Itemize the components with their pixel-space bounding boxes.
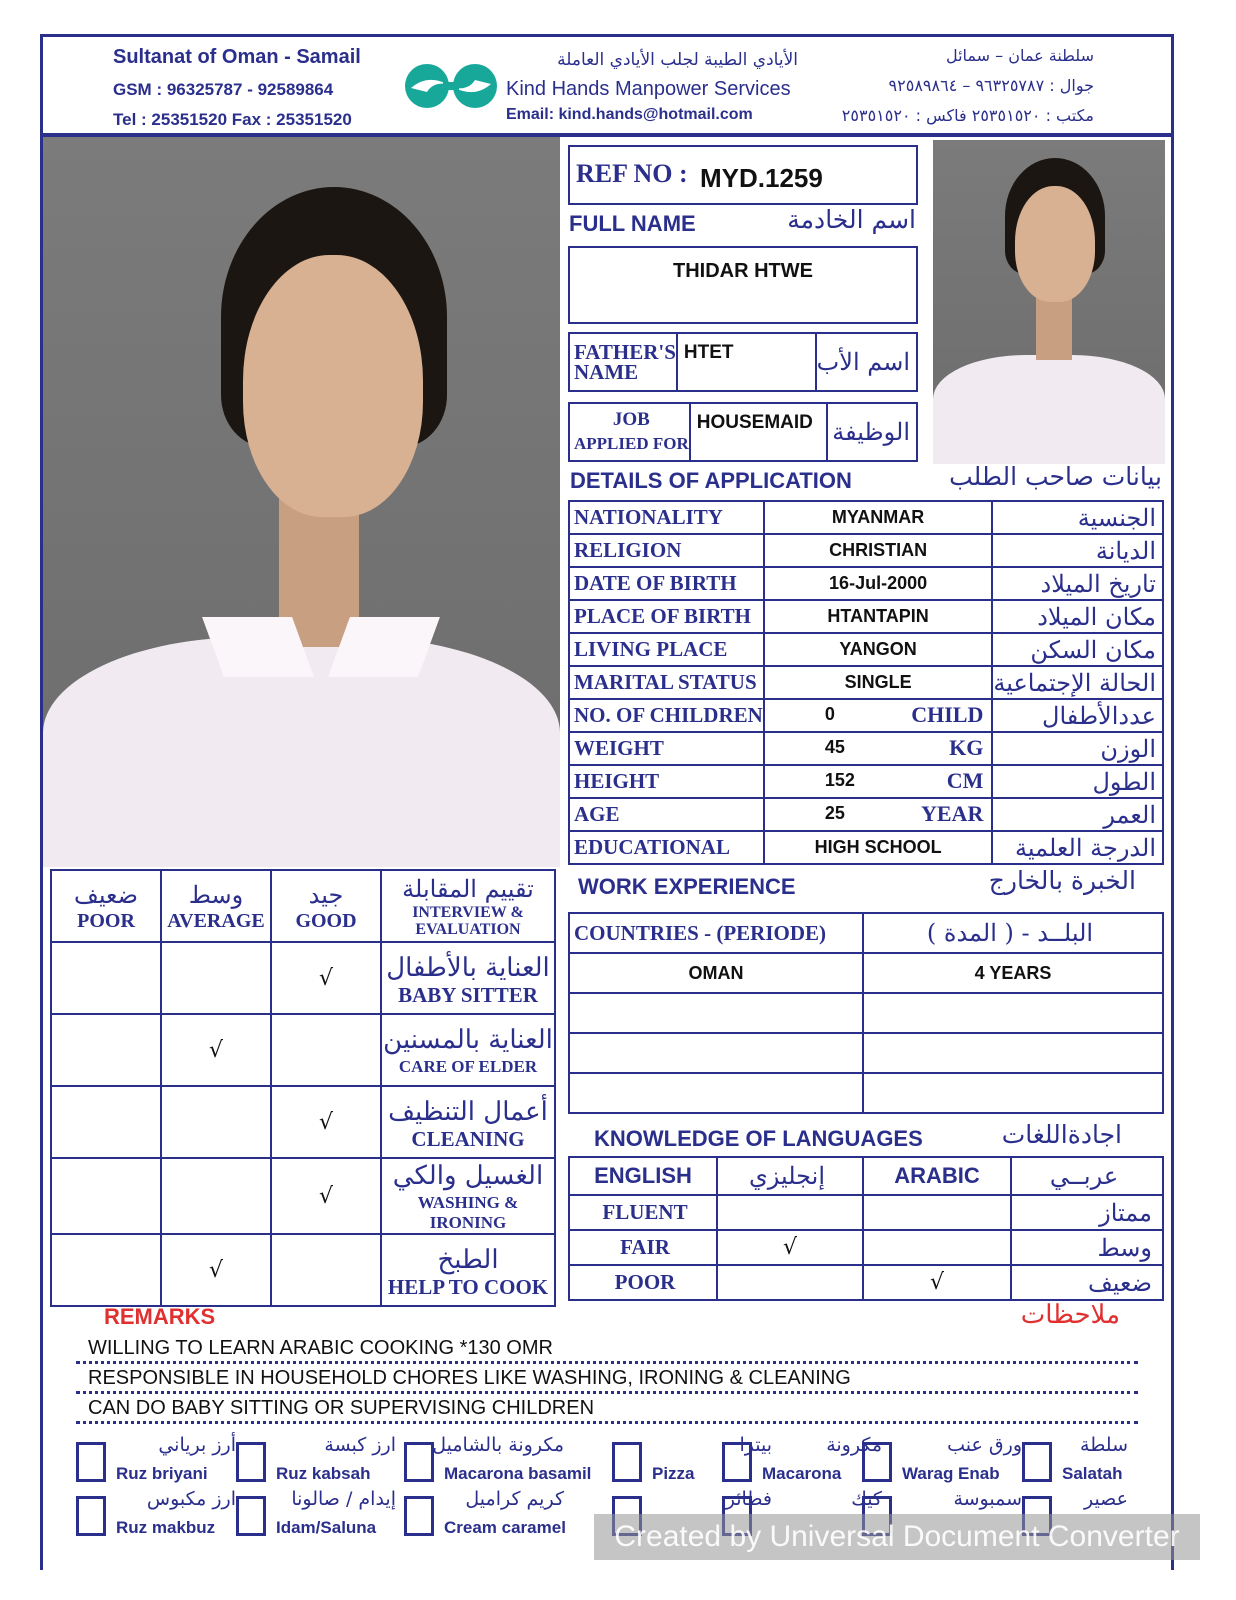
check-mark: √: [318, 965, 334, 991]
eval-skill-cell: [381, 1158, 555, 1234]
eval-skill-arabic: الطبخ: [437, 1245, 499, 1275]
details-label: WEIGHT: [569, 732, 764, 765]
details-label: EDUCATIONAL: [569, 831, 764, 864]
eval-skill-label: WASHING & IRONING: [417, 1193, 519, 1232]
father-name-table: [568, 332, 918, 392]
languages-title-arabic: اجادةاللغات: [1001, 1120, 1122, 1149]
work-experience-title-arabic: الخبرة بالخارج: [988, 866, 1136, 895]
father-name-label: FATHER'S NAME: [569, 333, 677, 391]
check-mark: √: [318, 1183, 334, 1209]
details-row: [569, 666, 1163, 699]
food-name-arabic: ارز مكبوس: [146, 1488, 236, 1510]
work-row: [569, 1073, 1163, 1113]
job-table: [568, 402, 918, 462]
details-value: HTANTAPIN: [827, 606, 929, 626]
details-label-arabic: عددالأطفال: [992, 699, 1163, 732]
full-name-box: [568, 246, 918, 324]
details-label-arabic: العمر: [992, 798, 1163, 831]
eval-row: [51, 1086, 555, 1158]
remarks-line-3: CAN DO BABY SITTING OR SUPERVISING CHILDREN: [76, 1394, 1138, 1424]
header-location: Sultanat of Oman - Samail: [113, 46, 361, 68]
details-title: DETAILS OF APPLICATION: [570, 468, 852, 493]
details-row: [569, 732, 1163, 765]
food-name-arabic: سمبوسة: [953, 1488, 1022, 1510]
lang-row: [569, 1230, 1163, 1265]
work-period: [863, 1073, 1163, 1113]
food-name: Ruz makbuz: [116, 1518, 216, 1537]
eval-skill-label: BABY SITTER: [398, 983, 538, 1007]
details-value: CHRISTIAN: [829, 540, 928, 560]
details-value-cell: [764, 501, 993, 534]
father-name-label-arabic: اسم الأب: [816, 333, 917, 391]
header-gsm: GSM : 96325787 - 92589864: [113, 80, 334, 99]
food-checkbox[interactable]: [76, 1496, 106, 1536]
details-row: [569, 633, 1163, 666]
work-col-countries-arabic: البلــد - ( المدة ): [863, 913, 1163, 953]
food-name: Cream caramel: [444, 1518, 566, 1537]
lang-english-cell[interactable]: [717, 1230, 863, 1265]
food-name: Ruz kabsah: [276, 1464, 371, 1483]
eval-cell-good[interactable]: [271, 1158, 381, 1234]
lang-english-cell[interactable]: [717, 1265, 863, 1300]
eval-skill-label: CARE OF ELDER: [398, 1057, 538, 1076]
food-checkbox[interactable]: [404, 1496, 434, 1536]
food-name: Ruz briyani: [116, 1464, 208, 1483]
lang-level: FLUENT: [569, 1195, 717, 1230]
details-label-arabic: مكان السكن: [992, 633, 1163, 666]
food-name: Macarona basamil: [444, 1464, 592, 1483]
details-value-cell: [764, 600, 993, 633]
eval-cell-good[interactable]: [271, 1086, 381, 1158]
details-label: RELIGION: [569, 534, 764, 567]
work-period: [863, 993, 1163, 1033]
eval-skill-arabic: العناية بالمسنين: [383, 1025, 553, 1055]
lang-level: FAIR: [569, 1230, 717, 1265]
details-value-cell: [764, 666, 993, 699]
eval-cell-poor[interactable]: [51, 1086, 161, 1158]
details-value: 152: [824, 770, 855, 790]
food-name: Macarona: [762, 1464, 842, 1483]
eval-header-label: AVERAGE: [167, 909, 265, 932]
work-row: [569, 993, 1163, 1033]
work-experience-title: WORK EXPERIENCE: [578, 874, 796, 899]
eval-skill-arabic: العناية بالأطفال: [386, 953, 550, 983]
eval-cell-good[interactable]: [271, 1234, 381, 1306]
work-country: [569, 1073, 863, 1113]
lang-arabic-header: ARABIC: [863, 1157, 1011, 1195]
ref-box: [568, 145, 918, 205]
applicant-photo-large: [43, 137, 560, 867]
work-country: OMAN: [569, 953, 863, 993]
eval-cell-good[interactable]: [271, 1014, 381, 1086]
food-checkbox[interactable]: [1022, 1442, 1052, 1482]
eval-skill-cell: [381, 1234, 555, 1306]
details-value-cell: [764, 798, 993, 831]
check-mark: √: [208, 1257, 224, 1283]
details-unit: YEAR: [921, 801, 984, 826]
eval-cell-average[interactable]: [161, 1158, 271, 1234]
eval-header-label: POOR: [77, 909, 135, 932]
eval-row: [51, 1014, 555, 1086]
food-name-arabic: بيتزا: [739, 1434, 772, 1456]
lang-row: [569, 1265, 1163, 1300]
remarks-title: REMARKS: [104, 1304, 216, 1329]
eval-skill-cell: [381, 1086, 555, 1158]
languages-table: [568, 1156, 1164, 1301]
details-row: [569, 798, 1163, 831]
details-label-arabic: الوزن: [992, 732, 1163, 765]
company-name: Kind Hands Manpower Services: [506, 78, 791, 100]
eval-row: [51, 942, 555, 1014]
food-checkbox[interactable]: [236, 1496, 266, 1536]
lang-arabic-header-arabic: عربــي: [1011, 1157, 1163, 1195]
remarks-title-arabic: ملاحظات: [1020, 1300, 1120, 1330]
company-logo: [403, 62, 499, 110]
eval-skill-arabic: الغسيل والكي: [392, 1161, 544, 1191]
details-value: HIGH SCHOOL: [814, 837, 942, 857]
eval-skill-cell: [381, 942, 555, 1014]
food-name-arabic: سلطة: [1080, 1434, 1128, 1456]
eval-cell-poor[interactable]: [51, 1014, 161, 1086]
details-label-arabic: الجنسية: [992, 501, 1163, 534]
lang-level-arabic: وسط: [1011, 1230, 1163, 1265]
details-label-arabic: الدرجة العلمية: [992, 831, 1163, 864]
details-value-cell: [764, 534, 993, 567]
lang-row: [569, 1195, 1163, 1230]
details-table: [568, 500, 1164, 865]
work-col-countries: COUNTRIES - (PERIODE): [569, 913, 863, 953]
full-name-value: THIDAR HTWE: [673, 260, 813, 282]
check-mark: √: [929, 1270, 945, 1295]
eval-header-arabic: تقييم المقابلة: [402, 875, 534, 903]
header-tel: Tel : 25351520 Fax : 25351520: [113, 110, 352, 129]
food-name: Idam/Saluna: [276, 1518, 377, 1537]
ref-value: MYD.1259: [700, 163, 823, 193]
check-mark: √: [208, 1037, 224, 1063]
eval-cell-good[interactable]: [271, 942, 381, 1014]
details-title-arabic: بيانات صاحب الطلب: [949, 462, 1162, 491]
details-label-arabic: مكان الميلاد: [992, 600, 1163, 633]
full-name-label-arabic: اسم الخادمة: [787, 205, 916, 234]
details-value-cell: [764, 699, 993, 732]
evaluation-table: [50, 869, 556, 1307]
eval-cell-poor[interactable]: [51, 1158, 161, 1234]
eval-cell-average[interactable]: [161, 942, 271, 1014]
eval-cell-poor[interactable]: [51, 1234, 161, 1306]
lang-english-cell[interactable]: [717, 1195, 863, 1230]
food-name-arabic: كيك: [851, 1488, 882, 1510]
remarks-line-2: RESPONSIBLE IN HOUSEHOLD CHORES LIKE WASHING, IRONING & CLEANING: [76, 1364, 1138, 1394]
details-row: [569, 600, 1163, 633]
applicant-photo-small: [933, 140, 1165, 464]
languages-title: KNOWLEDGE OF LANGUAGES: [594, 1126, 923, 1151]
eval-header-arabic: جيد: [308, 880, 344, 909]
food-name: Pizza: [652, 1464, 695, 1483]
full-name-label: FULL NAME: [569, 211, 696, 236]
details-unit: KG: [949, 735, 984, 760]
work-row: [569, 1033, 1163, 1073]
details-label-arabic: الحالة الإجتماعية: [992, 666, 1163, 699]
food-name-arabic: عصير: [1083, 1488, 1128, 1510]
food-name-arabic: ارز كبسة: [324, 1434, 396, 1456]
details-value-cell: [764, 633, 993, 666]
check-mark: √: [782, 1235, 798, 1260]
details-row: [569, 534, 1163, 567]
lang-arabic-cell[interactable]: [863, 1195, 1011, 1230]
eval-skill-arabic: أعمال التنظيف: [388, 1097, 548, 1127]
details-value-cell: [764, 732, 993, 765]
lang-level: POOR: [569, 1265, 717, 1300]
header-location-arabic: سلطنة عمان – سمائل: [945, 46, 1094, 65]
details-label: AGE: [569, 798, 764, 831]
details-label-arabic: الطول: [992, 765, 1163, 798]
work-experience-table: [568, 912, 1164, 1114]
lang-english-header-arabic: إنجليزي: [717, 1157, 863, 1195]
details-value-cell: [764, 831, 993, 864]
lang-arabic-cell[interactable]: [863, 1265, 1011, 1300]
work-country: [569, 993, 863, 1033]
header-gsm-arabic: جوال : ٩٦٣٢٥٧٨٧ – ٩٢٥٨٩٨٦٤: [888, 76, 1094, 95]
food-name-arabic: مكرونة: [826, 1434, 882, 1456]
eval-skill-cell: [381, 1014, 555, 1086]
details-row: [569, 699, 1163, 732]
details-label: MARITAL STATUS: [569, 666, 764, 699]
details-value: 0: [824, 704, 835, 724]
food-checkbox[interactable]: [722, 1442, 752, 1482]
eval-skill-label: HELP TO COOK: [387, 1275, 549, 1299]
eval-header-cell: [271, 870, 381, 942]
header-tel-arabic: مكتب : ٢٥٣٥١٥٢٠ فاكس : ٢٥٣٥١٥٢٠: [841, 106, 1094, 125]
details-unit: CHILD: [911, 702, 984, 727]
eval-row: [51, 1234, 555, 1306]
details-label: PLACE OF BIRTH: [569, 600, 764, 633]
details-value: SINGLE: [844, 672, 912, 692]
company-name-arabic: الأيادي الطيبة لجلب الأيادي العاملة: [557, 50, 798, 70]
remarks-line-1: WILLING TO LEARN ARABIC COOKING *130 OMR: [76, 1334, 1138, 1364]
job-label: JOB APPLIED FOR: [569, 403, 690, 461]
eval-row: [51, 1158, 555, 1234]
job-label-arabic: الوظيفة: [827, 403, 917, 461]
eval-header-label: GOOD: [295, 909, 357, 932]
father-name-value: HTET: [677, 333, 816, 391]
details-row: [569, 765, 1163, 798]
details-value-cell: [764, 567, 993, 600]
eval-cell-poor[interactable]: [51, 942, 161, 1014]
lang-level-arabic: ممتاز: [1011, 1195, 1163, 1230]
details-unit: CM: [946, 768, 984, 793]
eval-header-label: INTERVIEW & EVALUATION: [412, 904, 524, 938]
work-row: [569, 953, 1163, 993]
eval-skill-label: CLEANING: [411, 1127, 525, 1151]
food-checkbox[interactable]: [404, 1442, 434, 1482]
details-label: NATIONALITY: [569, 501, 764, 534]
work-period: 4 YEARS: [863, 953, 1163, 993]
food-checkbox[interactable]: [236, 1442, 266, 1482]
lang-level-arabic: ضعيف: [1011, 1265, 1163, 1300]
job-value: HOUSEMAID: [690, 403, 827, 461]
details-label: DATE OF BIRTH: [569, 567, 764, 600]
food-name-arabic: ورق عنب: [947, 1434, 1022, 1456]
lang-english-header: ENGLISH: [569, 1157, 717, 1195]
details-value: 25: [824, 803, 845, 823]
details-value: 45: [824, 737, 845, 757]
eval-header-cell: [51, 870, 161, 942]
food-name: Salatah: [1062, 1464, 1123, 1483]
watermark: Created by Universal Document Converter: [594, 1514, 1200, 1560]
eval-cell-average[interactable]: [161, 1086, 271, 1158]
food-name-arabic: فطائر: [725, 1488, 772, 1510]
eval-header-cell: [161, 870, 271, 942]
details-row: [569, 567, 1163, 600]
food-name-arabic: كريم كراميل: [465, 1488, 564, 1510]
header-email: Email: kind.hands@hotmail.com: [506, 106, 753, 123]
food-name-arabic: إيدام / صالونا: [291, 1488, 396, 1510]
details-row: [569, 831, 1163, 864]
eval-header-arabic: ضعيف: [73, 880, 139, 909]
eval-header-cell: [381, 870, 555, 942]
food-name-arabic: أرز برياني: [158, 1434, 236, 1456]
lang-arabic-cell[interactable]: [863, 1230, 1011, 1265]
food-checkbox[interactable]: [862, 1442, 892, 1482]
work-country: [569, 1033, 863, 1073]
details-value: 16-Jul-2000: [829, 573, 928, 593]
ref-label: REF NO :: [576, 159, 688, 188]
food-name-arabic: مكرونة بالشاميل: [432, 1434, 564, 1456]
food-checkbox[interactable]: [76, 1442, 106, 1482]
details-label: HEIGHT: [569, 765, 764, 798]
details-label-arabic: الديانة: [992, 534, 1163, 567]
eval-cell-average[interactable]: [161, 1014, 271, 1086]
details-value-cell: [764, 765, 993, 798]
eval-cell-average[interactable]: [161, 1234, 271, 1306]
details-label: LIVING PLACE: [569, 633, 764, 666]
details-value: YANGON: [839, 639, 917, 659]
details-row: [569, 501, 1163, 534]
details-label: NO. OF CHILDREN: [569, 699, 764, 732]
food-name: Warag Enab: [902, 1464, 1000, 1483]
details-value: MYANMAR: [831, 507, 925, 527]
food-checkbox[interactable]: [612, 1442, 642, 1482]
eval-header-arabic: وسط: [188, 880, 244, 909]
details-label-arabic: تاريخ الميلاد: [992, 567, 1163, 600]
check-mark: √: [318, 1109, 334, 1135]
work-period: [863, 1033, 1163, 1073]
